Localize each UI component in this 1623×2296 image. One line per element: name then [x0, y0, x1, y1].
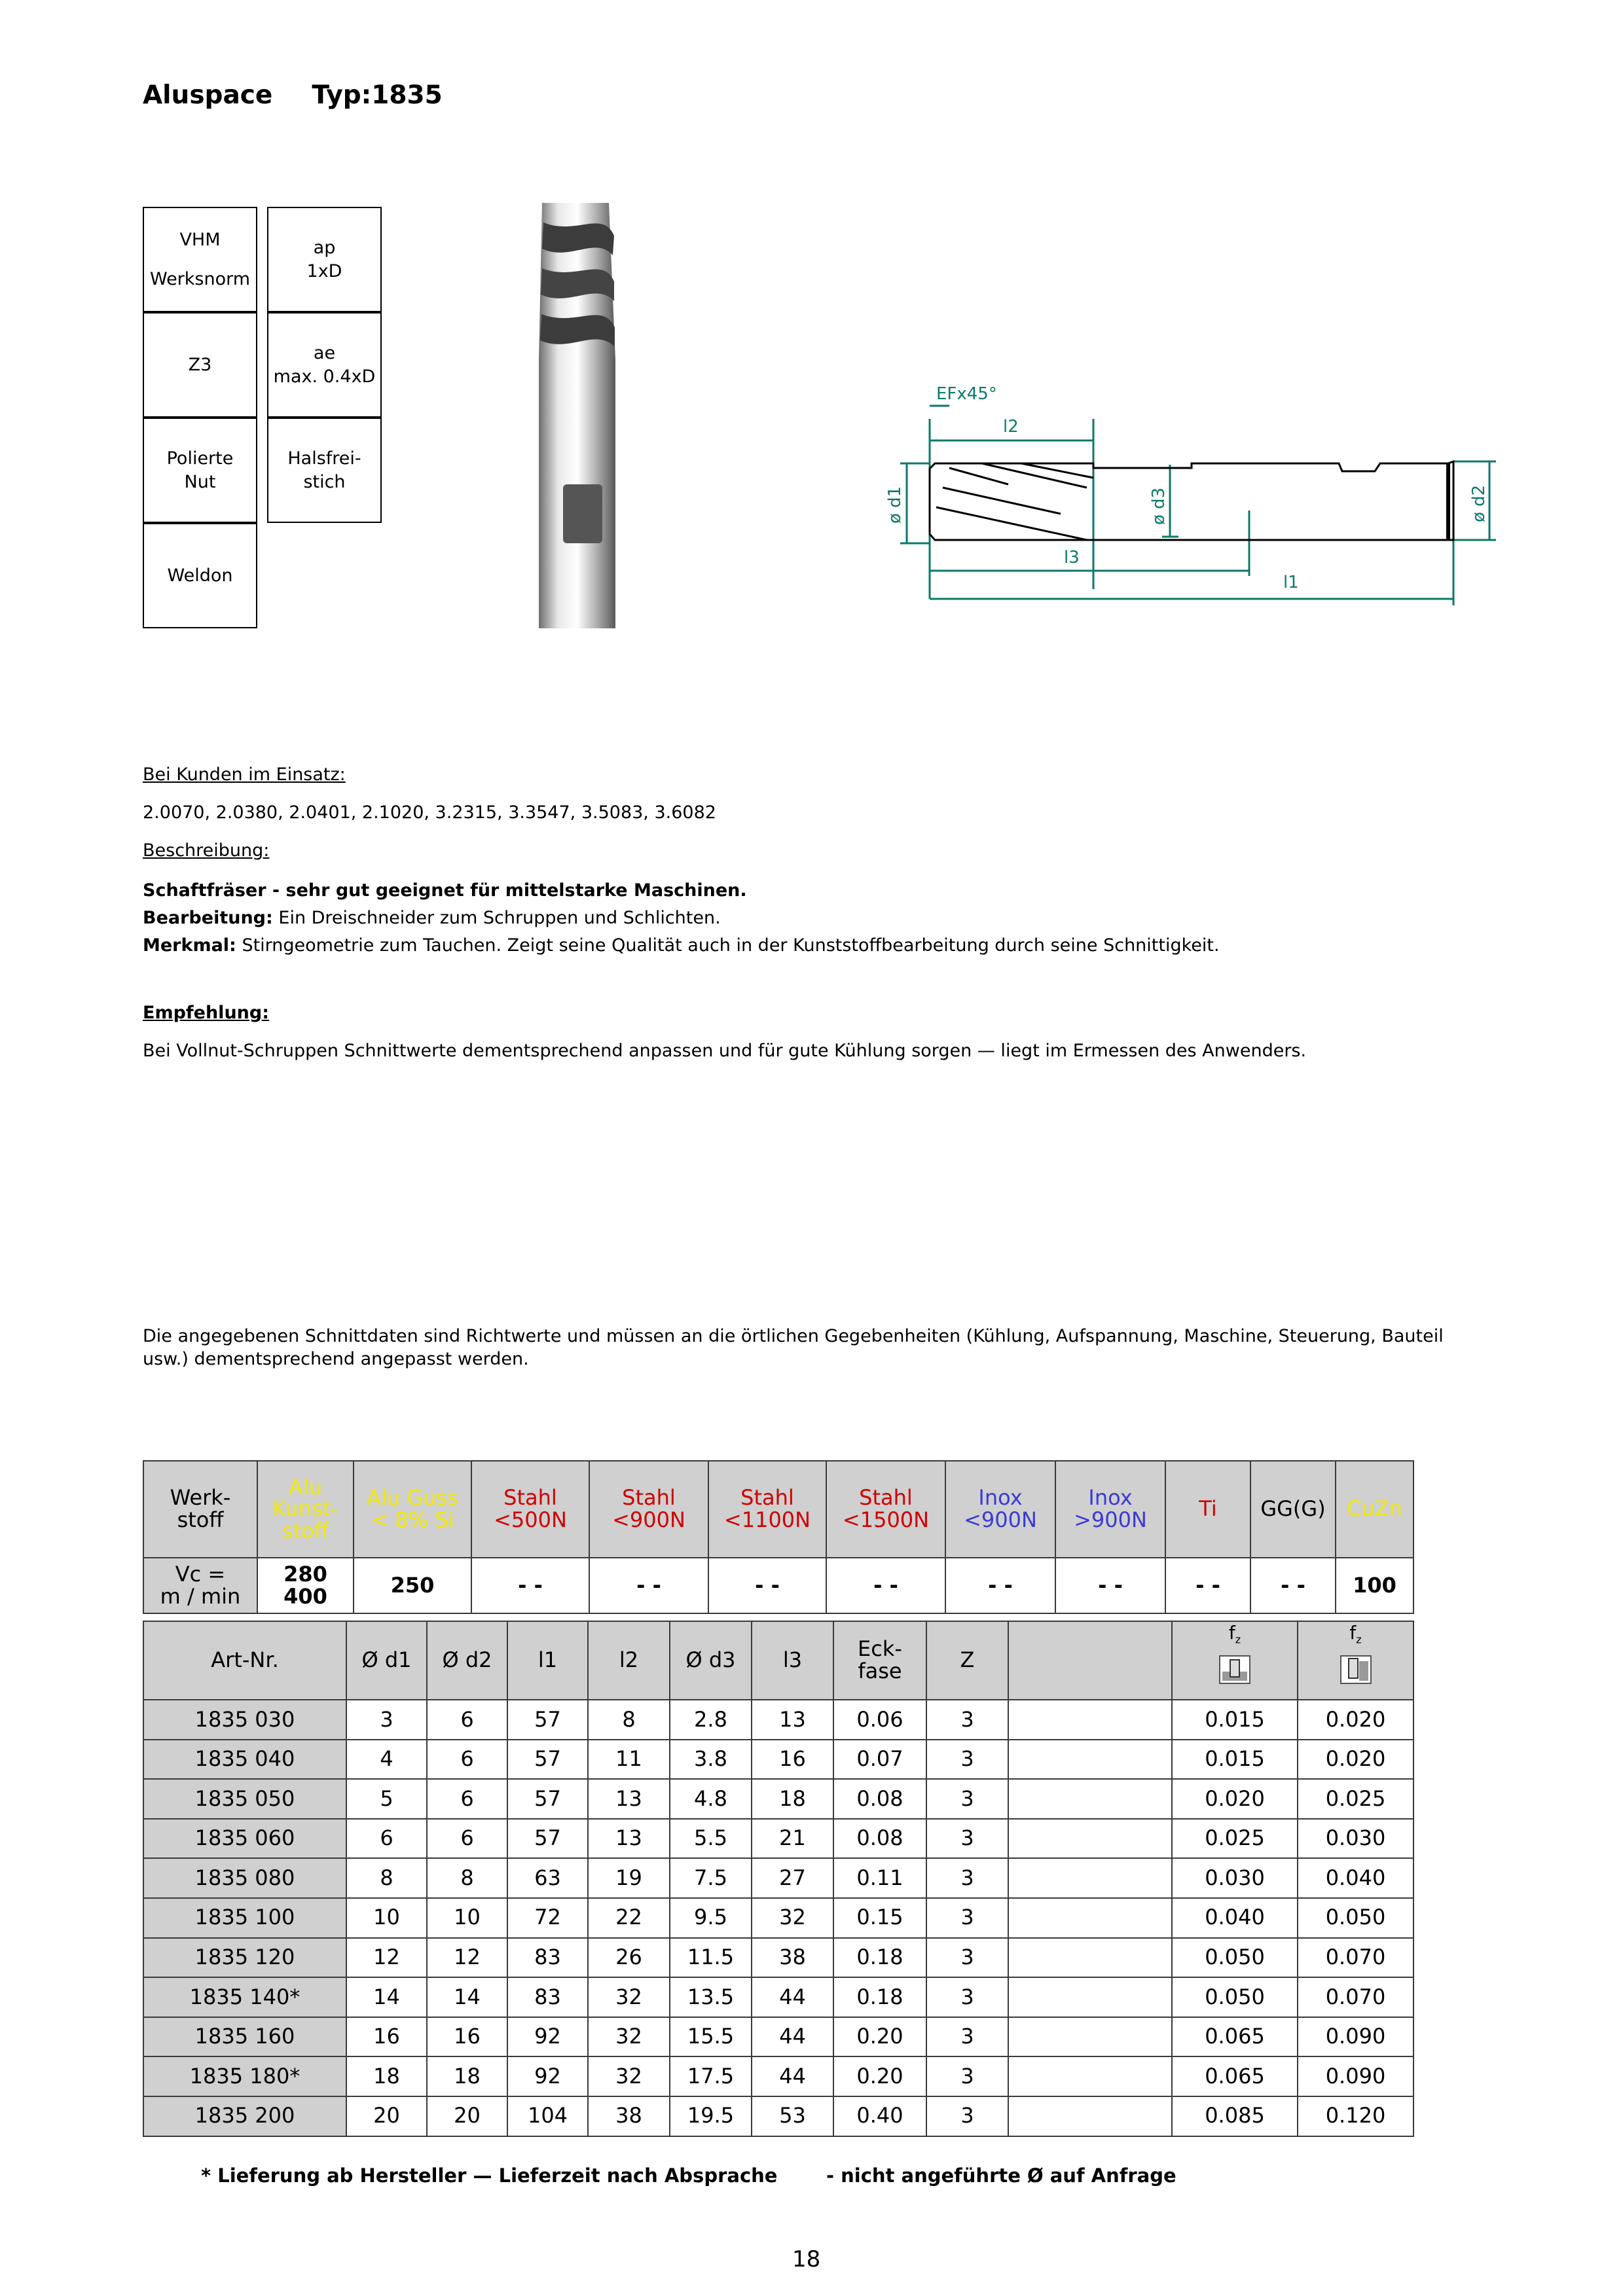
table-cell [1008, 1977, 1172, 2017]
table-cell: 57 [507, 1779, 588, 1819]
material-inox-over-900: Inox >900N [1055, 1461, 1165, 1558]
material-stahl-1500: Stahl <1500N [826, 1461, 945, 1558]
table-cell: 32 [752, 1898, 833, 1938]
table-cell: 8 [427, 1858, 507, 1898]
table-row [143, 1858, 1413, 1898]
table-cell: 6 [346, 1819, 427, 1859]
table-cell: 6 [427, 1740, 507, 1780]
material-stahl-900: Stahl <900N [589, 1461, 708, 1558]
product-name: Aluspace [143, 81, 273, 110]
col-d3: Ø d3 [670, 1621, 752, 1700]
table-cell: 72 [507, 1898, 588, 1938]
table-cell: 20 [427, 2096, 507, 2136]
table-cell: 16 [752, 1740, 833, 1780]
l1-label: l1 [1283, 573, 1299, 592]
table-cell: 0.11 [833, 1858, 926, 1898]
material-ti: Ti [1165, 1461, 1250, 1558]
table-cell: 7.5 [670, 1858, 752, 1898]
materials-table [143, 1460, 1414, 1614]
col-art-nr: Art-Nr. [143, 1621, 346, 1700]
table-cell: 0.07 [833, 1740, 926, 1780]
technical-drawing [851, 380, 1512, 615]
vc-value: - - [945, 1558, 1055, 1613]
col-d2: Ø d2 [427, 1621, 507, 1700]
table-cell: 2.8 [670, 1700, 752, 1740]
table-cell [1008, 1779, 1172, 1819]
table-cell: 8 [588, 1700, 670, 1740]
d3-label: ø d3 [1149, 487, 1169, 525]
feature-box: ae max. 0.4xD [267, 312, 382, 418]
table-cell: 18 [346, 2056, 427, 2096]
table-cell: 17.5 [670, 2056, 752, 2096]
col-fz-slot: $f_z$ [1172, 1621, 1298, 1700]
vc-value: 100 [1336, 1558, 1413, 1613]
table-cell: 10 [346, 1898, 427, 1938]
feature-box: Halsfrei- stich [267, 418, 382, 523]
table-cell: 11 [588, 1740, 670, 1780]
material-inox-900: Inox <900N [945, 1461, 1055, 1558]
table-cell: 0.020 [1172, 1779, 1298, 1819]
table-cell: 3 [926, 2096, 1008, 2136]
table-cell: 13 [752, 1700, 833, 1740]
table-cell: 13 [588, 1779, 670, 1819]
table-cell: 19.5 [670, 2096, 752, 2136]
table-cell: 0.030 [1298, 1819, 1413, 1859]
table-cell: 14 [427, 1977, 507, 2017]
table-cell: 0.08 [833, 1819, 926, 1859]
table-cell: 57 [507, 1819, 588, 1859]
table-cell [1008, 2096, 1172, 2136]
table-cell: 0.20 [833, 2056, 926, 2096]
table-cell: 4.8 [670, 1779, 752, 1819]
table-cell: 0.020 [1298, 1740, 1413, 1780]
material-stahl-500: Stahl <500N [471, 1461, 589, 1558]
table-cell: 22 [588, 1898, 670, 1938]
table-cell: 1835 100 [143, 1898, 346, 1938]
table-row [143, 1898, 1413, 1938]
table-cell: 53 [752, 2096, 833, 2136]
table-cell: 21 [752, 1819, 833, 1859]
table-cell: 19 [588, 1858, 670, 1898]
table-cell: 3 [926, 2056, 1008, 2096]
table-cell: 0.050 [1172, 1938, 1298, 1978]
table-cell: 11.5 [670, 1938, 752, 1978]
table-cell [1008, 2056, 1172, 2096]
table-cell: 8 [346, 1858, 427, 1898]
table-cell: 0.050 [1298, 1898, 1413, 1938]
table-cell [1008, 1858, 1172, 1898]
product-type: Typ:1835 [312, 81, 443, 110]
feature-box: VHM Werksnorm [143, 207, 257, 312]
table-cell: 18 [427, 2056, 507, 2096]
table-cell: 44 [752, 2056, 833, 2096]
table-cell: 26 [588, 1938, 670, 1978]
disclaimer-line-2: usw.) dementsprechend angepasst werden. [143, 1349, 529, 1369]
table-cell: 6 [427, 1779, 507, 1819]
l2-label: l2 [1003, 417, 1019, 437]
table-row [143, 1938, 1413, 1978]
col-l1: l1 [507, 1621, 588, 1700]
table-row [143, 1740, 1413, 1780]
table-cell: 3 [926, 2017, 1008, 2057]
table-row [143, 1700, 1413, 1740]
beschreibung-heading: Beschreibung: [143, 840, 270, 861]
table-cell: 0.090 [1298, 2017, 1413, 2057]
table-cell: 38 [588, 2096, 670, 2136]
feature-box: ap 1xD [267, 207, 382, 312]
table-cell: 63 [507, 1858, 588, 1898]
vc-value: 280 400 [257, 1558, 354, 1613]
table-cell: 1835 120 [143, 1938, 346, 1978]
table-cell: 6 [427, 1819, 507, 1859]
table-cell: 3.8 [670, 1740, 752, 1780]
table-cell: 3 [926, 1858, 1008, 1898]
table-cell: 32 [588, 2017, 670, 2057]
table-cell: 1835 180* [143, 2056, 346, 2096]
col-l2: l2 [588, 1621, 670, 1700]
table-cell: 3 [926, 1977, 1008, 2017]
slot-milling-icon [1218, 1655, 1251, 1685]
col-z: Z [926, 1621, 1008, 1700]
feature-box: Z3 [143, 312, 257, 418]
table-cell: 57 [507, 1700, 588, 1740]
table-cell: 0.120 [1298, 2096, 1413, 2136]
table-cell: 12 [427, 1938, 507, 1978]
table-cell: 9.5 [670, 1898, 752, 1938]
merkmal-line: Merkmal: Stirngeometrie zum Tauchen. Zeigt seine Qualität auch in der Kunststoffbearbeitung durch seine Schnittigkeit. [143, 935, 1220, 956]
table-row [143, 1977, 1413, 2017]
feature-box: Weldon [143, 523, 257, 628]
table-cell: 0.15 [833, 1898, 926, 1938]
table-cell: 38 [752, 1938, 833, 1978]
vc-value: - - [589, 1558, 708, 1613]
material-cuzn: CuZn [1336, 1461, 1413, 1558]
table-cell [1008, 1740, 1172, 1780]
table-cell: 0.06 [833, 1700, 926, 1740]
vc-value: - - [1055, 1558, 1165, 1613]
products-table [143, 1621, 1414, 2137]
table-cell: 16 [346, 2017, 427, 2057]
kunden-list: 2.0070, 2.0380, 2.0401, 2.1020, 3.2315, 3.3547, 3.5083, 3.6082 [143, 802, 716, 823]
disclaimer-line-1: Die angegebenen Schnittdaten sind Richtwerte und müssen an die örtlichen Gegebenheiten (Kühlung, Aufspannung, Maschine, Steuerung, Bauteil [143, 1326, 1444, 1346]
table-row [143, 2017, 1413, 2057]
table-cell: 0.015 [1172, 1740, 1298, 1780]
table-cell: 27 [752, 1858, 833, 1898]
end-mill-photo [524, 196, 629, 635]
table-cell: 6 [427, 1700, 507, 1740]
material-header-label: Werk- stoff [143, 1461, 257, 1558]
side-milling-icon [1340, 1655, 1372, 1685]
table-cell: 1835 030 [143, 1700, 346, 1740]
table-cell: 0.085 [1172, 2096, 1298, 2136]
table-cell: 5 [346, 1779, 427, 1819]
table-cell: 3 [926, 1819, 1008, 1859]
description-main: Schaftfräser - sehr gut geeignet für mittelstarke Maschinen. [143, 880, 747, 901]
table-cell: 10 [427, 1898, 507, 1938]
table-row [143, 2056, 1413, 2096]
table-cell: 0.18 [833, 1938, 926, 1978]
table-cell: 1835 160 [143, 2017, 346, 2057]
kunden-heading: Bei Kunden im Einsatz: [143, 764, 346, 785]
table-cell: 1835 200 [143, 2096, 346, 2136]
table-cell: 32 [588, 1977, 670, 2017]
vc-value: - - [708, 1558, 826, 1613]
table-row [143, 1779, 1413, 1819]
table-cell: 4 [346, 1740, 427, 1780]
table-cell: 0.090 [1298, 2056, 1413, 2096]
vc-value: - - [1165, 1558, 1250, 1613]
col-l3: l3 [752, 1621, 833, 1700]
table-cell: 15.5 [670, 2017, 752, 2057]
table-cell [1008, 1819, 1172, 1859]
page-number: 18 [792, 2246, 821, 2272]
l3-label: l3 [1064, 548, 1080, 567]
vc-value: - - [471, 1558, 589, 1613]
table-cell: 18 [752, 1779, 833, 1819]
chamfer-label: EFx45° [936, 384, 997, 404]
table-cell: 0.18 [833, 1977, 926, 2017]
request-note: - nicht angeführte Ø auf Anfrage [826, 2164, 1176, 2187]
material-alu-kunststoff: Alu Kunst- stoff [257, 1461, 354, 1558]
table-cell: 1835 050 [143, 1779, 346, 1819]
table-cell: 0.20 [833, 2017, 926, 2057]
col-empty [1008, 1621, 1172, 1700]
material-alu-guss: Alu Guss < 8% Si [354, 1461, 471, 1558]
vc-value: - - [1250, 1558, 1336, 1613]
table-cell: 3 [926, 1898, 1008, 1938]
table-cell: 3 [926, 1740, 1008, 1780]
table-cell: 92 [507, 2056, 588, 2096]
table-cell: 0.050 [1172, 1977, 1298, 2017]
table-cell: 5.5 [670, 1819, 752, 1859]
empfehlung-heading: Empfehlung: [143, 1003, 270, 1023]
col-eckfase: Eck- fase [833, 1621, 926, 1700]
table-cell: 1835 140* [143, 1977, 346, 2017]
table-cell [1008, 1938, 1172, 1978]
table-cell: 1835 040 [143, 1740, 346, 1780]
table-cell: 0.015 [1172, 1700, 1298, 1740]
table-cell: 1835 080 [143, 1858, 346, 1898]
table-cell: 0.065 [1172, 2056, 1298, 2096]
table-cell [1008, 2017, 1172, 2057]
table-cell [1008, 1898, 1172, 1938]
table-cell: 44 [752, 2017, 833, 2057]
table-cell [1008, 1700, 1172, 1740]
table-cell: 83 [507, 1977, 588, 2017]
table-cell: 1835 060 [143, 1819, 346, 1859]
vc-label: Vc = m / min [143, 1558, 257, 1613]
table-cell: 0.040 [1172, 1898, 1298, 1938]
page-title [143, 81, 443, 110]
table-cell: 0.030 [1172, 1858, 1298, 1898]
delivery-note: * Lieferung ab Hersteller — Lieferzeit nach Absprache [201, 2164, 778, 2187]
table-cell: 13.5 [670, 1977, 752, 2017]
table-cell: 12 [346, 1938, 427, 1978]
d2-label: ø d2 [1469, 484, 1489, 522]
table-cell: 0.08 [833, 1779, 926, 1819]
col-d1: Ø d1 [346, 1621, 427, 1700]
table-cell: 0.025 [1298, 1779, 1413, 1819]
table-cell: 0.020 [1298, 1700, 1413, 1740]
table-cell: 3 [926, 1779, 1008, 1819]
table-cell: 92 [507, 2017, 588, 2057]
table-cell: 3 [926, 1938, 1008, 1978]
table-cell: 20 [346, 2096, 427, 2136]
table-cell: 0.070 [1298, 1977, 1413, 2017]
table-cell: 0.070 [1298, 1938, 1413, 1978]
table-cell: 57 [507, 1740, 588, 1780]
table-cell: 104 [507, 2096, 588, 2136]
material-gg: GG(G) [1250, 1461, 1336, 1558]
bearbeitung-line: Bearbeitung: Ein Dreischneider zum Schruppen und Schlichten. [143, 908, 721, 928]
table-cell: 16 [427, 2017, 507, 2057]
empfehlung-text: Bei Vollnut-Schruppen Schnittwerte dementsprechend anpassen und für gute Kühlung sorgen — liegt im Ermessen des Anwenders. [143, 1041, 1307, 1061]
material-stahl-1100: Stahl <1100N [708, 1461, 826, 1558]
table-cell: 14 [346, 1977, 427, 2017]
feature-box: Polierte Nut [143, 418, 257, 523]
table-cell: 3 [926, 1700, 1008, 1740]
table-cell: 44 [752, 1977, 833, 2017]
table-cell: 32 [588, 2056, 670, 2096]
d1-label: ø d1 [885, 486, 905, 524]
table-row [143, 2096, 1413, 2136]
vc-value: - - [826, 1558, 945, 1613]
table-cell: 3 [346, 1700, 427, 1740]
table-cell: 0.025 [1172, 1819, 1298, 1859]
table-cell: 0.40 [833, 2096, 926, 2136]
table-cell: 0.040 [1298, 1858, 1413, 1898]
col-fz-side: $f_z$ [1298, 1621, 1413, 1700]
table-cell: 83 [507, 1938, 588, 1978]
vc-value: 250 [354, 1558, 471, 1613]
table-cell: 13 [588, 1819, 670, 1859]
table-row [143, 1819, 1413, 1859]
table-cell: 0.065 [1172, 2017, 1298, 2057]
